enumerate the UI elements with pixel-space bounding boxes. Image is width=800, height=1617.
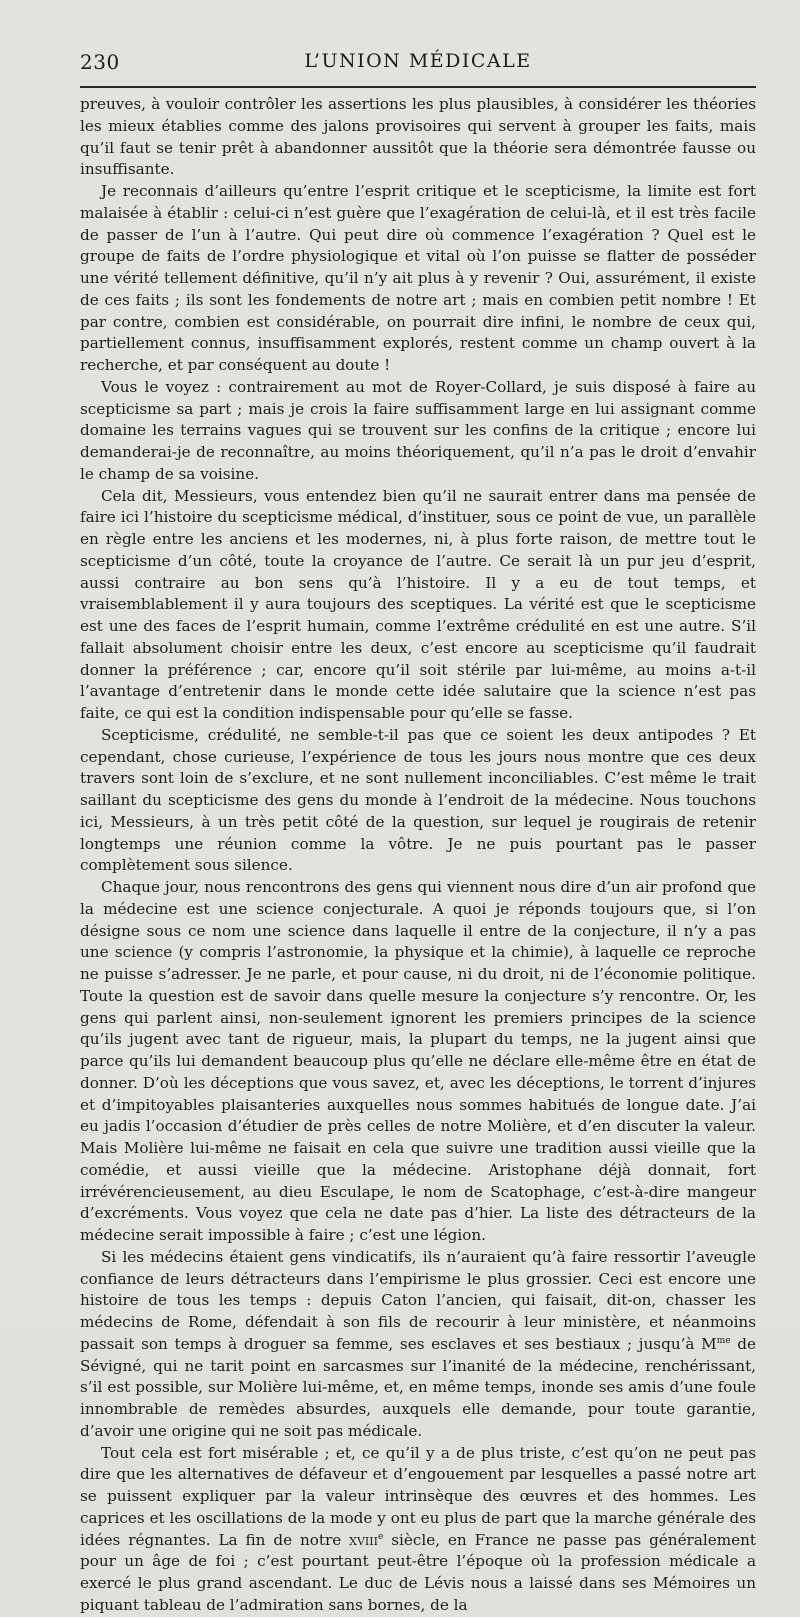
paragraph: Scepticisme, crédulité, ne semble-t-il pas que ce soient les deux antipodes ? Et cependant, chose curieuse, l’expérience de tous les jours nous montre que ces deux travers sont loin de s’exclure, et ne sont nullement inconciliables. C’est même le trait saillant du scepticisme des gens du monde à l’endroit de la médecine. Nous touchons ici, Messieurs, à un très petit côté de la question, sur lequel je rougirais de retenir longtemps une réunion comme la vôtre. Je ne puis pourtant pas le passer complètement sous silence. [80, 725, 756, 875]
paragraph: preuves, à vouloir contrôler les assertions les plus plausibles, à considérer les théories les mieux établies comme des jalons provisoires qui servent à grouper les faits, mais qu’il faut se tenir prêt à abandonner aussitôt que la théorie sera démontrée fausse ou insuffisante. [80, 95, 756, 179]
paragraph-text: de Sévigné, qui ne tarit point en sarcasmes sur l’inanité de la médecine, renchérissant, s’il est possible, sur Molière lui-même, et, en même temps, inonde ses amis d’une foule innombrable de remèdes absurdes, auxquels elle demande, pour toute garantie, d’avoir une origine qui ne soit pas médicale. [80, 1334, 756, 1440]
page-header [80, 46, 756, 78]
paragraph: Vous le voyez : contrairement au mot de Royer-Collard, je suis disposé à faire au scepticisme sa part ; mais je crois la faire suffisamment large en lui assignant comme domaine les terrains vagues qui se trouvent sur les confins de la critique ; encore lui demanderai-je de reconnaître, au moins théoriquement, qu’il n’a pas le droit d’envahir le champ de sa voisine. [80, 377, 756, 483]
paragraph [80, 1443, 756, 1617]
page-number: 230 [80, 50, 120, 74]
header-rule [80, 86, 756, 88]
roman-numeral: xviii [349, 1530, 378, 1549]
paragraph: Je reconnais d’ailleurs qu’entre l’esprit critique et le scepticisme, la limite est fort malaisée à établir : celui-ci n’est guère que l’exagération de celui-là, et il est très facile de passer de l’un à l’autre. Qui peut dire où commence l’exagération ? Quel est le groupe de faits de l’ordre physiologique et vital où l’on puisse se flatter de posséder une vérité tellement définitive, qu’il n’y ait plus à y revenir ? Oui, assurément, il existe de ces faits ; ils sont les fondements de notre art ; mais en combien petit nombre ! Et par contre, combien est considérable, on pourrait dire infini, le nombre de ceux qui, partiellement connus, insuffisamment explorés, restent comme un champ ouvert à la recherche, et par conséquent au doute ! [80, 182, 756, 374]
paragraph-text: Si les médecins étaient gens vindicatifs, ils n’auraient qu’à faire ressortir l’aveugle confiance de leurs détracteurs dans l’empirisme le plus grossier. Ceci est encore une histoire de tous les temps : depuis Caton l’ancien, qui faisait, dit-on, chasser les médecins de Rome, défendait à son fils de recourir à leur ministère, et néanmoins passait son temps à droguer sa femme, ses esclaves et ses bestiaux ; jusqu’à M [80, 1247, 756, 1353]
running-title: L’UNION MÉDICALE [304, 50, 532, 72]
article-body [80, 94, 756, 1617]
paragraph-text: siècle, en France ne passe pas généralement pour un âge de foi ; c’est pourtant peut-être l’époque où la profession médicale a exercé le plus grand ascendant. Le duc de Lévis nous a laissé dans ses Mémoires un piquant tableau de l’admiration sans bornes, de la [80, 1530, 756, 1614]
paragraph: Chaque jour, nous rencontrons des gens qui viennent nous dire d’un air profond que la médecine est une science conjecturale. A quoi je réponds toujours que, si l’on désigne sous ce nom une science dans laquelle il entre de la conjecture, il n’y a pas une science (y compris l’astronomie, la physique et la chimie), à laquelle ce reproche ne puisse s’adresser. Je ne parle, et pour cause, ni du droit, ni de l’économie politique. Toute la question est de savoir dans quelle mesure la conjecture s’y rencontre. Or, les gens qui parlent ainsi, non-seulement ignorent les premiers principes de la science qu’ils jugent avec tant de rigueur, mais, la plupart du temps, ne la jugent ainsi que parce qu’ils lui demandent beaucoup plus qu’elle ne déclare elle-même être en état de donner. D’où les déceptions que vous savez, et, avec les déceptions, le torrent d’injures et d’impitoyables plaisanteries auxquelles nous sommes habitués de longue date. J’ai eu jadis l’occasion d’étudier de près celles de notre Molière, et d’en discuter la valeur. Mais Molière lui-même ne faisait en cela que suivre une tradition aussi vieille que la comédie, et aussi vieille que la médecine. Aristophane déjà donnait, fort irrévérencieusement, au dieu Esculape, le nom de Scatophage, c’est-à-dire mangeur d’excréments. Vous voyez que cela ne date pas d’hier. La liste des détracteurs de la médecine serait impossible à faire ; c’est une légion. [80, 878, 756, 1244]
paragraph: Cela dit, Messieurs, vous entendez bien qu’il ne saurait entrer dans ma pensée de faire ici l’histoire du scepticisme médical, d’instituer, sous ce point de vue, un parallèle en règle entre les anciens et les modernes, ni, à plus forte raison, de mettre tout le scepticisme d’un côté, toute la croyance de l’autre. Ce serait là un pur jeu d’esprit, aussi contraire au bon sens qu’à l’histoire. Il y a eu de tout temps, et vraisemblablement il y aura toujours des sceptiques. La vérité est que le scepticisme est une des faces de l’esprit humain, comme l’extrême crédulité en est une autre. S’il fallait absolument choisir entre les deux, c’est encore au scepticisme qu’il faudrait donner la préférence ; car, encore qu’il soit stérile par lui-même, au moins a-t-il l’avantage d’entretenir dans le monde cette idée salutaire que la science n’est pas faite, ce qui est la condition indispensable pour qu’elle se fasse. [80, 486, 756, 722]
paragraph [80, 1247, 756, 1443]
superscript: e [377, 1531, 384, 1542]
paragraph-text: Tout cela est fort misérable ; et, ce qu’il y a de plus triste, c’est qu’on ne peut pas dire que les alternatives de défaveur et d’engouement par lesquelles a passé notre art se puissent expliquer par la valeur intrinsèque des œuvres et des hommes. Les caprices et les oscillations de la mode y ont eu plus de part que la marche générale des idées régnantes. La fin de notre [80, 1443, 756, 1549]
superscript: me [716, 1335, 731, 1346]
